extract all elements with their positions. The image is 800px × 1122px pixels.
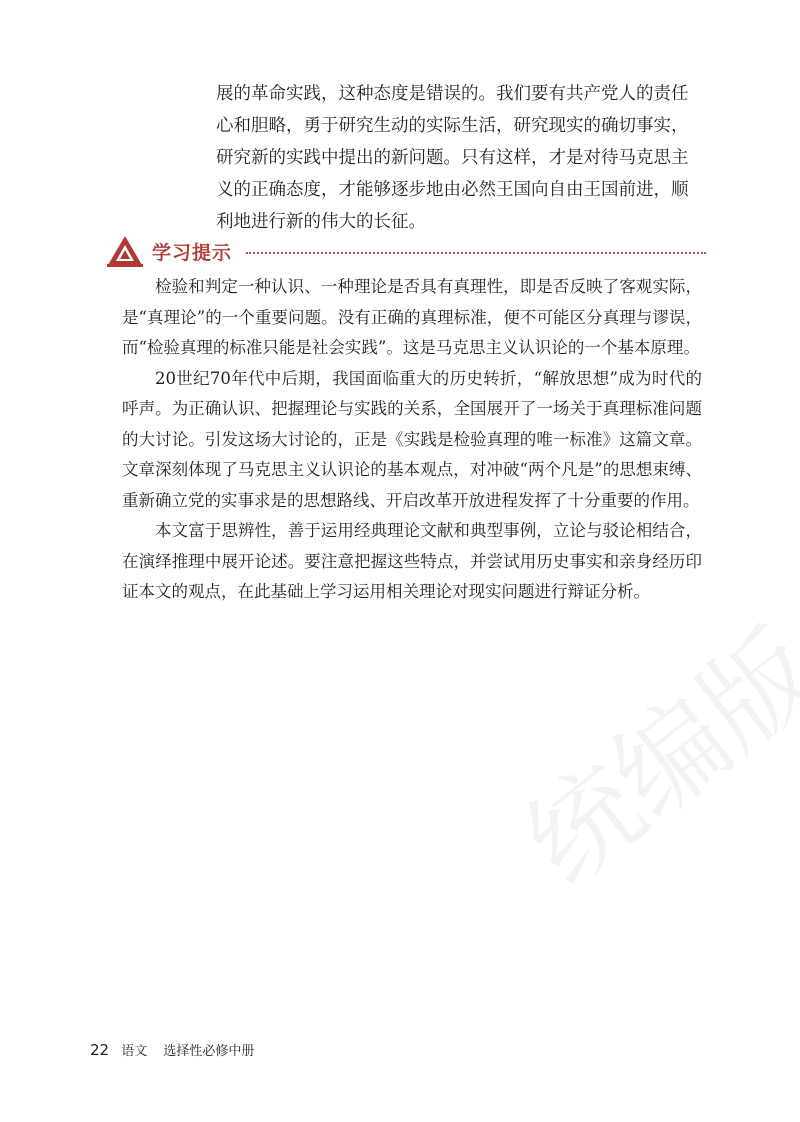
tips-paragraph: 检验和判定一种认识、一种理论是否具有真理性，即是否反映了客观实际，是“真理论”的一个重要问题。没有正确的真理标准，便不可能区分真理与谬误，而“检验真理的标准只能是社会实践”。这是马克思主义认识论的一个基本原理。 bbox=[122, 277, 702, 357]
study-tips bbox=[122, 272, 702, 608]
footer-subject: 语文 bbox=[121, 1044, 148, 1059]
watermark bbox=[488, 587, 800, 915]
page-footer bbox=[90, 1040, 254, 1059]
footer-book-title: 选择性必修中册 bbox=[163, 1044, 255, 1059]
section-title: 学习提示 bbox=[152, 242, 233, 264]
page-number: 22 bbox=[90, 1041, 110, 1059]
tips-paragraph: 20世纪70年代中后期，我国面临重大的历史转折，“解放思想”成为时代的呼声。为正确认识、把握理论与实践的关系，全国展开了一场关于真理标准问题的大讨论。引发这场大讨论的，正是《实践是检验真理的唯一标准》这篇文章。文章深刻体现了马克思主义认识论的基本观点，对冲破“两个凡是”的思想束缚、重新确立党的实事求是的思想路线、开启改革开放进程发挥了十分重要的作用。 bbox=[122, 368, 702, 510]
tips-paragraph: 本文富于思辨性，善于运用经典理论文献和典型事例，立论与驳论相结合，在演绎推理中展开论述。要注意把握这些特点，并尝试用历史事实和亲身经历印证本文的观点，在此基础上学习运用相关理论对现实问题进行辩证分析。 bbox=[122, 521, 702, 601]
section-header bbox=[100, 232, 706, 272]
body-paragraph-continued: 展的革命实践，这种态度是错误的。我们要有共产党人的责任心和胆略，勇于研究生动的实际生活，研究现实的确切事实，研究新的实践中提出的新问题。只有这样，才是对待马克思主义的正确态度，才能够逐步地由必然王国向自由王国前进，顺利地进行新的伟大的长征。 bbox=[216, 84, 689, 232]
triangle-logo-icon bbox=[106, 234, 144, 268]
dotted-divider bbox=[246, 252, 706, 254]
